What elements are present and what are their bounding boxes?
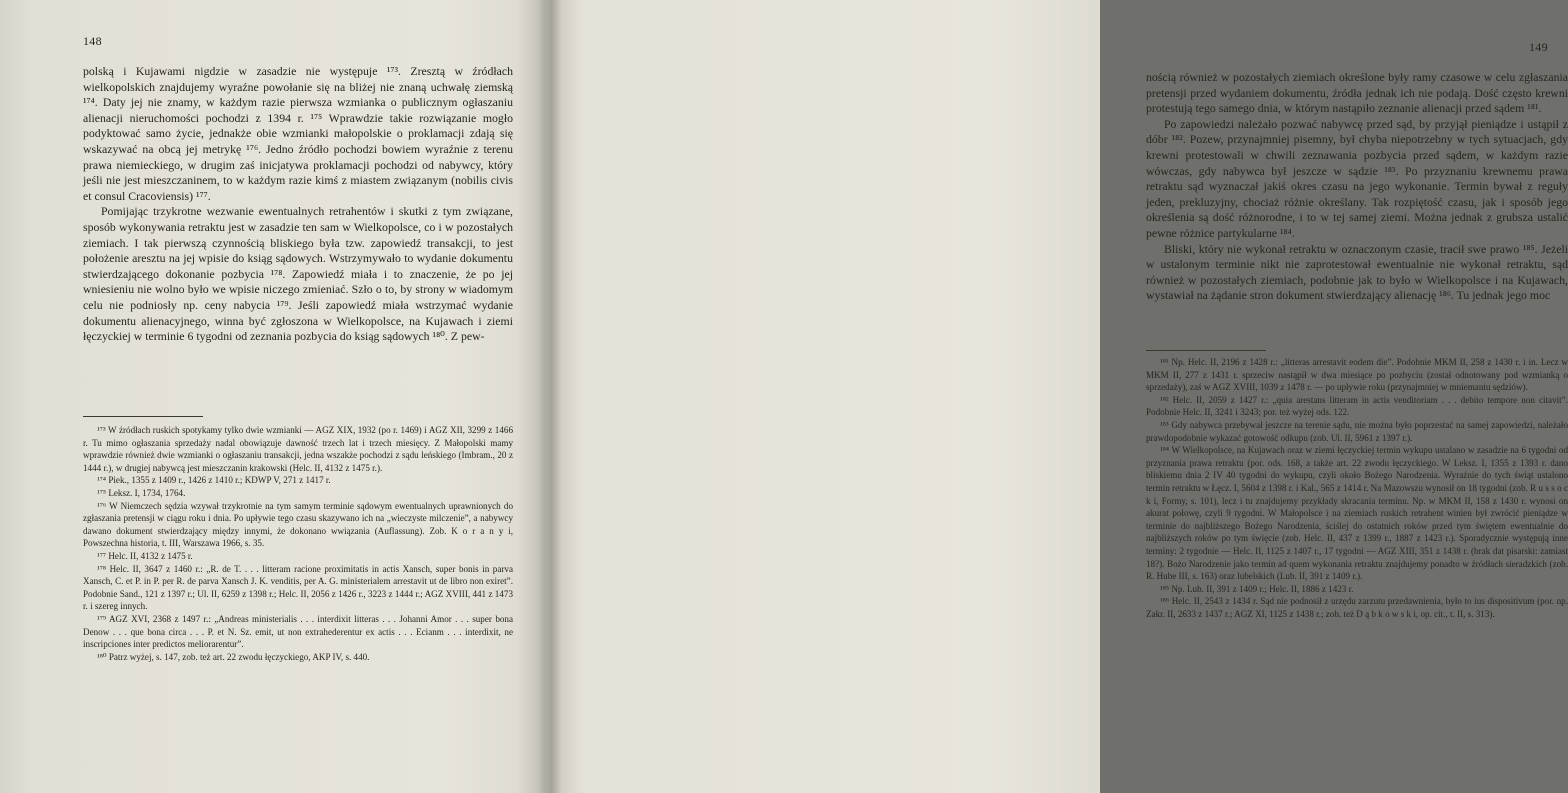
main-text: [83, 64, 513, 345]
footnote: ¹⁷⁴ Piek., 1355 z 1409 r., 1426 z 1410 r.; KDWP V, 271 z 1417 r.: [97, 475, 331, 486]
footnote: ¹⁸¹ Np. Helc. II, 2196 z 1428 r.: „litteras arrestavit eodem die”. Podobnie MKM II, 258 z 1430 r. i in. Lecz w MKM II, 277 z 1431 r. sprzeciw nastąpił w dwa miesiące po pozbyciu (został odnotowany pod wzmianką o sprzedaży), zaś w AGZ XVIII, 1039 z 1478 r. — po upływie roku (przynajmniej w mniemaniu sędziów).: [1146, 357, 1568, 393]
footnotes: [83, 424, 513, 663]
footnotes: [1146, 356, 1568, 620]
paragraph: polską i Kujawami nigdzie w zasadzie nie występuje ¹⁷³. Zresztą w źródłach wielkopolskich znajdujemy wyraźne powołanie się na bliżej nie znaną uchwałę ziemską ¹⁷⁴. Daty jej nie znamy, w każdym razie pierwsza wzmianka o publicznym ogłaszaniu alienacji nieruchomości pochodzi z 1394 r. ¹⁷⁵ Wprawdzie takie rozwiązanie mogło podyktować samo życie, jednakże obie wzmianki małopolskie o proklamacji zdają się wskazywać na obcą jej metrykę ¹⁷⁶. Jedno źródło pochodzi bowiem wyraźnie z terenu prawa niemieckiego, w drugim zaś inicjatywa proklamacji pochodzi od nabywcy, który jeśli nie jest mieszczaninem, to w każdym razie kimś z miastem związanym (nobilis civis et consul Cracoviensis) ¹⁷⁷.: [83, 64, 513, 203]
page-number: 149: [1529, 40, 1548, 54]
footnote-rule: [1146, 350, 1266, 351]
footnote: ¹⁷⁷ Helc. II, 4132 z 1475 r.: [97, 550, 193, 561]
right-page: [552, 0, 1568, 793]
footnote: ¹⁸³ Gdy nabywca przebywał jeszcze na terenie sądu, nie można było poprzestać na samej zapowiedzi, należało prawdopodobnie wykazać gotowość odkupu (zob. Ul. II, 5961 z 1397 r.).: [1146, 419, 1568, 443]
footnote: ¹⁸⁴ W Wielkopolsce, na Kujawach oraz w ziemi łęczyckiej termin wykupu ustalano w zasadzie na 6 tygodni od przyznania prawa retraktu (por. ods. 168, a także art. 22 zwodu łęczyckiego. W Leksz. I, 1355 z 1393 r. dano bliskiemu dnia 2 IV 40 tygodni do wykupu, czyli około Bożego Narodzenia. Wyraźnie do tych świąt ustalono termin retraktu w Łęcz. I, 5604 z 1398 r. i Kal., 565 z 1414 r. Na Mazowszu wynosił on 18 tygodni (zob. R u s s o c k i, Formy, s. 101), lecz i tu znajdujemy przykłady skracania terminu. Np. w MKM II, 158 z 1430 r. wynosi on akurat połowę, czyli 9 tygodni. W Małopolsce i na ziemiach ruskich retrahent winien był zwrócić pieniądze w terminie do najbliższego Bożego Narodzenia, ściślej do ostatnich roków przed tym świętem ewentualnie do najbliższych roków po tym święcie (zob. Helc. II, 437 z 1399 r., 1887 z 1423 r.). Sporadycznie występują inne terminy: 2 tygodnie — Helc. II, 1125 z 1407 r., 17 tygodni — AGZ XIII, 351 z 1438 r. (brak dat pisarski: zamiast 18?). Bożo Narodzenie jako termin ad quem wykonania retraktu znajdujemy ponadto w źródłach sieradzkich (zob. R. Hube III, s. 163) oraz lubelskich (Lub. II, 391 z 1409 r.).: [1146, 445, 1568, 582]
paragraph: Bliski, który nie wykonał retraktu w oznaczonym czasie, tracił swe prawo ¹⁸⁵. Jeżeli w ustalonym terminie nikt nie zaprotestował ewentualnie nie wykonał retraktu, sąd również w pozostałych ziemiach, podobnie jak to było w Wielkopolsce i na Kujawach, wystawiał na żądanie stron dokument stwierdzający alienację ¹⁸⁶. Tu jednak jego moc: [1146, 241, 1568, 303]
footnote: ¹⁷⁶ W Niemczech sędzia wzywał trzykrotnie na tym samym terminie sądowym ewentualnych uprawnionych do zgłaszania pretensji w ciągu roku i dnia. Po upływie tego czasu skazywano ich na „wieczyste milczenie”, a nabywcy dawano dokument stwierdzający między innymi, że dokonano wwiązania (Auflassung). Zob. K o r a n y i, Powszechna historia, t. III, Warszawa 1966, s. 35.: [83, 500, 513, 549]
footnote: ¹⁷³ W źródłach ruskich spotykamy tylko dwie wzmianki — AGZ XIX, 1932 (po r. 1469) i AGZ XII, 3299 z 1466 r. Tu mimo ogłaszania sprzedaży nadal obowiązuje dawność trzech lat i trzech miesięcy. Z Małopolski mamy wprawdzie również dwie wzmianki o ogłaszaniu transakcji, jedna wszakże pochodzi z sądu leńskiego (Imbram., 20 z 1444 r.), w drugiej nabywcą jest mieszczanin krakowski (Helc. II, 4132 z 1475 r.).: [83, 425, 513, 473]
footnote: ¹⁷⁸ Helc. II, 3647 z 1460 r.: „R. de T. . . . litteram racione proximitatis in actis Xansch, super bonis in parva Xansch, C. et P. in P. per R. de parva Xansch J. K. venditis, per A. G. ministerialem arrestavit ut de libro non exiret”. Podobnie Sand., 121 z 1397 r.; Ul. II, 6259 z 1398 r.; Helc. II, 2056 z 1426 r., 3223 z 1444 r.; AGZ XVIII, 441 z 1473 r. i szereg innych.: [83, 563, 513, 612]
paragraph: Pomijając trzykrotne wezwanie ewentualnych retrahentów i skutki z tym związane, sposób wykonywania retraktu jest w zasadzie ten sam w Wielkopolsce, co i w pozostałych ziemiach. I tak pierwszą czynnością bliskiego była tzw. zapowiedź transakcji, to jest położenie aresztu na jej wpisie do ksiąg sądowych. Wstrzymywało to wydanie dokumentu stwierdzającego dokonanie pozbycia ¹⁷⁸. Zapowiedź miała i to znaczenie, że po jej wniesieniu nie wolno było we wpisie niczego zmieniać. Szło o to, by strony w wiadomym celu nie podniosły np. ceny nabycia ¹⁷⁹. Jeśli zapowiedź miała wstrzymać wydanie dokumentu alienacyjnego, winna być zgłoszona w Wielkopolsce, na Kujawach i ziemi łęczyckiej w terminie 6 tygodni od zeznania pozbycia do ksiąg sądowych ¹⁸⁰. Z pew-: [83, 204, 513, 344]
paragraph: Po zapowiedzi należało pozwać nabywcę przed sąd, by przyjął pieniądze i ustąpił z dóbr ¹⁸². Pozew, przynajmniej pisemny, był chyba niepotrzebny w tych sytuacjach, gdy krewni protestowali w chwili zeznawania pozbycia przed sądem, w każdym razie wówczas, gdy nabywca był jeszcze w sądzie ¹⁸³. Po przyznaniu krewnemu prawa retraktu sąd wyznaczał jakiś okres czasu na jego wykonanie. Termin bywał z reguły jeden, prekluzyjny, chociaż różnie określany. Tak rozpiętość czasu, jak i sposób jego określenia są dość różnorodne, i to w tej samej ziemi. Można jednak z grubsza ustalić pewne różnice partykularne ¹⁸⁴.: [1146, 116, 1568, 240]
main-text: [1146, 70, 1568, 304]
footnote: ¹⁸⁵ Np. Lub. II, 391 z 1409 r.; Helc. II, 1886 z 1423 r.: [1160, 583, 1354, 594]
left-page: [0, 0, 548, 793]
footnote: ¹⁷⁹ AGZ XVI, 2368 z 1497 r.: „Andreas ministerialis . . . interdixit litteras . . . Johanni Amor . . . super bona Denow . . . que bona circa . . . P. et N. Sz. emit, ut non extrahederentur ex actis . . . Ecianm . . . interdixit, ne inscripciones inter predictos meliorarentur”.: [83, 613, 513, 650]
page-number: 148: [83, 34, 102, 48]
footnote: ¹⁸⁰ Patrz wyżej, s. 147, zob. też art. 22 zwodu łęczyckiego, AKP IV, s. 440.: [97, 651, 370, 662]
footnote: ¹⁸⁶ Helc. II, 2543 z 1434 r. Sąd nie podnosił z urzędu zarzutu przedawnienia, było to ius dispositivum (por. np. Zakr. II, 2633 z 1437 r.; AGZ XI, 1125 z 1438 r.; zob. też D ą b k o w s k i, op. cit., t. II, s. 313).: [1146, 596, 1568, 619]
footnote: ¹⁷⁵ Leksz. I, 1734, 1764.: [97, 487, 186, 498]
footnote-rule: [83, 416, 203, 417]
footnote: ¹⁸² Helc. II, 2059 z 1427 r.: „quia arestans litteram in actis venditoriam . . . debito tempore non citavit”. Podobnie Helc. II, 3241 i 3243; por. też wyżej ods. 122.: [1146, 394, 1568, 418]
paragraph: nością również w pozostałych ziemiach określone były ramy czasowe w celu zgłaszania pretensji przed wydaniem dokumentu, źródła jednak ich nie podają. Dość często krewni protestują tego samego dnia, w którym nastąpiło zeznanie alienacji przed sądem ¹⁸¹.: [1146, 70, 1568, 116]
